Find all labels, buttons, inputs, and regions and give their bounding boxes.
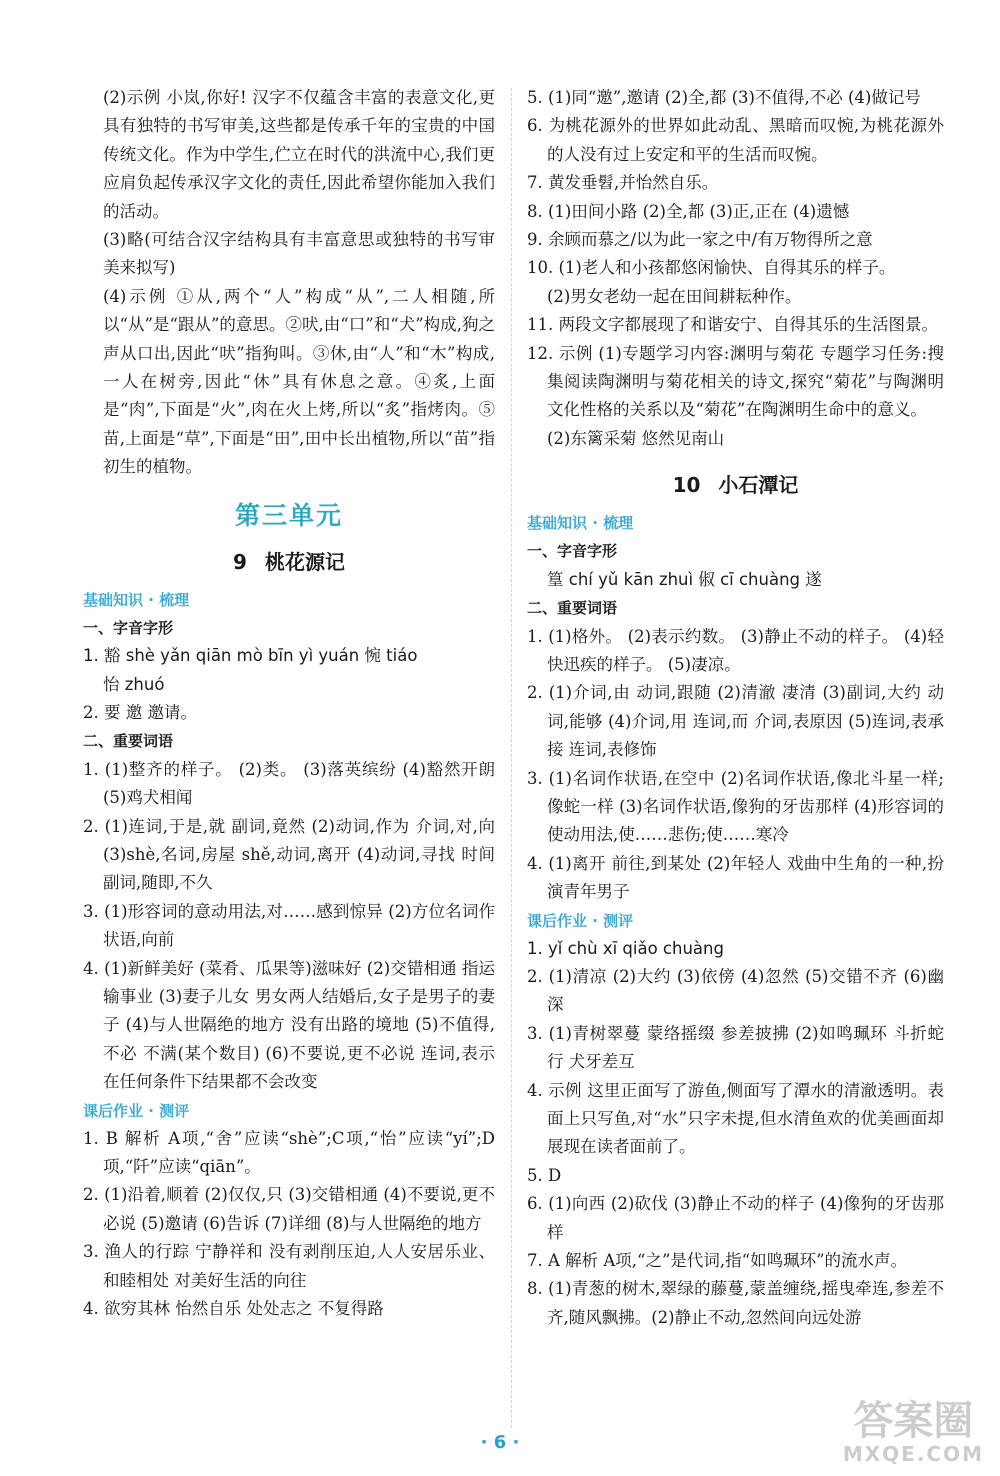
answer-item: 1. (1)整齐的样子。 (2)类。 (3)落英缤纷 (4)豁然开朗 (5)鸡犬相闻 xyxy=(83,759,495,808)
answer-item: 怡 zhuó xyxy=(103,674,165,694)
answer-item: 2. (1)沿着,顺着 (2)仅仅,只 (3)交错相通 (4)不要说,更不必说 (5)邀请 (6)告诉 (7)详细 (8)与人世隔绝的地方 xyxy=(83,1185,495,1233)
section-heading: 基础知识 · 梳理 xyxy=(527,514,634,533)
answer-item: 8. (1)青葱的树木,翠绿的藤蔓,蒙盖缠绕,摇曳牵连,参差不齐,随风飘拂。(2)静止不动,忽然间向远处游 xyxy=(527,1279,944,1327)
answer-item: (2)男女老幼一起在田间耕耘种作。 xyxy=(547,286,802,306)
lesson-name: 小石潭记 xyxy=(718,473,799,498)
answer-item: 6. (1)向西 (2)砍伐 (3)静止不动的样子 (4)像狗的牙齿那样 xyxy=(527,1194,944,1242)
watermark-url: MXQE.COM xyxy=(842,1442,984,1466)
answer-item: 7. 黄发垂髫,并怡然自乐。 xyxy=(527,173,719,193)
answer-item: 3. (1)青树翠蔓 蒙络摇缀 参差披拂 (2)如鸣珮环 斗折蛇行 犬牙差互 xyxy=(527,1023,944,1072)
section-heading: 课后作业 · 测评 xyxy=(527,911,634,930)
answer-item: 3. (1)形容词的意动用法,对……感到惊异 (2)方位名词作状语,向前 xyxy=(83,901,495,950)
lesson-number: 9 xyxy=(233,549,247,574)
answer-item: 1. (1)格外。 (2)表示约数。 (3)静止不动的样子。 (4)轻快迅疾的样子。 (5)凄凉。 xyxy=(527,626,944,674)
answer-item: 7. A 解析 A项,“之”是代词,指“如鸣珮环”的流水声。 xyxy=(527,1251,908,1271)
answer-item: 2. (1)清凉 (2)大约 (3)依傍 (4)忽然 (5)交错不齐 (6)幽深 xyxy=(527,966,944,1015)
lesson-title xyxy=(83,544,495,580)
answer-item: 5. D xyxy=(527,1165,562,1185)
answer-item: 2. 要 邀 邀请。 xyxy=(83,702,197,722)
answer-item: 4. 欲穷其林 怡然自乐 处处志之 不复得路 xyxy=(83,1299,384,1319)
answer-paragraph: (4)示例 ①从,两个“人”构成“从”,二人相随,所以“从”是“跟从”的意思。②吠,由“口”和“犬”构成,狗之声从口出,因此“吠”指狗叫。③休,由“人”和“木”构成,一人在树旁,因此“休”具有休息之意。④炙,上面是“肉”,下面是“火”,肉在火上烤,所以“炙”指烤肉。⑤苗,上面是“草”,下面是“田”,田中长出植物,所以“苗”指初生的植物。 xyxy=(103,286,495,477)
sub-heading: 二、重要词语 xyxy=(527,599,618,618)
answer-paragraph: (2)示例 小岚,你好! 汉字不仅蕴含丰富的表意文化,更具有独特的书写审美,这些都是传承千年的宝贵的中国传统文化。作为中学生,伫立在时代的洪流中心,我们更应肩负起传承汉字文化的责任,因此希望你能加入我们的活动。 xyxy=(103,88,495,221)
answer-paragraph: (3)略(可结合汉字结构具有丰富意思或独特的书写审美来拟写) xyxy=(103,230,495,278)
answer-item: (2)东篱采菊 悠然见南山 xyxy=(547,428,725,448)
answer-item: 1. 豁 shè yǎn qiān mò bīn yì yuán 惋 tiáo xyxy=(83,646,418,666)
answer-item: 9. 余顾而慕之/以为此一家之中/有万物得所之意 xyxy=(527,230,873,250)
answer-item: 篁 chí yǔ kān zhuì 俶 cī chuàng 遂 xyxy=(547,569,822,589)
lesson-title xyxy=(527,467,944,503)
page-number: · 6 · xyxy=(480,1432,520,1453)
answer-item: 6. 为桃花源外的世界如此动乱、黑暗而叹惋,为桃花源外的人没有过上安定和平的生活而叹惋。 xyxy=(527,116,944,164)
watermark xyxy=(843,1400,984,1466)
right-column xyxy=(527,84,944,1332)
answer-item: 1. yǐ chù xī qiǎo chuàng xyxy=(527,938,724,958)
lesson-name: 桃花源记 xyxy=(264,549,345,574)
answer-item: 8. (1)田间小路 (2)全,都 (3)正,正在 (4)遗憾 xyxy=(527,201,850,221)
answer-item: 4. (1)离开 前往,到某处 (2)年轻人 戏曲中生角的一种,扮演青年男子 xyxy=(527,853,944,902)
column-divider xyxy=(511,88,512,1428)
watermark-logo: 答案圈 xyxy=(853,1398,974,1444)
answer-item: 2. (1)介词,由 动词,跟随 (2)清澈 凄清 (3)副词,大约 动词,能够 (4)介词,用 连词,而 介词,表原因 (5)连词,表承接 连词,表修饰 xyxy=(527,683,944,760)
answer-item: 4. (1)新鲜美好 (菜肴、瓜果等)滋味好 (2)交错相通 指运输事业 (3)妻子儿女 男女两人结婚后,女子是男子的妻子 (4)与人世隔绝的地方 没有出路的境地 (5)不值得,不必 不满(某个数目) (6)不要说,更不必说 连词,表示在任何条件下结果都不会改变 xyxy=(83,958,495,1092)
answer-item: 4. 示例 这里正面写了游鱼,侧面写了潭水的清澈透明。表面上只写鱼,对“水”只字未提,但水清鱼欢的优美画面却展现在读者面前了。 xyxy=(527,1080,944,1157)
section-heading: 基础知识 · 梳理 xyxy=(83,590,190,609)
answer-item: 2. (1)连词,于是,就 副词,竟然 (2)动词,作为 介词,对,向 (3)shè,名词,房屋 shě,动词,离开 (4)动词,寻找 时间副词,随即,不久 xyxy=(83,816,495,893)
answer-item: 3. 渔人的行踪 宁静祥和 没有剥削压迫,人人安居乐业、和睦相处 对美好生活的向往 xyxy=(83,1242,495,1290)
unit-title: 第三单元 xyxy=(234,500,343,530)
sub-heading: 一、字音字形 xyxy=(83,618,174,637)
left-column xyxy=(83,84,495,1323)
section-heading: 课后作业 · 测评 xyxy=(83,1101,190,1120)
answer-item: 12. 示例 (1)专题学习内容:渊明与菊花 专题学习任务:搜集阅读陶渊明与菊花相关的诗文,探究“菊花”与陶渊明文化性格的关系以及“菊花”在陶渊明生命中的意义。 xyxy=(527,343,944,420)
sub-heading: 二、重要词语 xyxy=(83,732,174,751)
answer-item: 3. (1)名词作状语,在空中 (2)名词作状语,像北斗星一样;像蛇一样 (3)名词作状语,像狗的牙齿那样 (4)形容词的使动用法,使……悲伤;使……寒冷 xyxy=(527,768,944,845)
answer-item: 10. (1)老人和小孩都悠闲愉快、自得其乐的样子。 xyxy=(527,258,896,278)
answer-item: 1. B 解析 A项,“舍”应读“shè”;C项,“怡”应读“yí”;D项,“阡”应读“qiān”。 xyxy=(83,1128,495,1176)
answer-item: 5. (1)同“邀”,邀请 (2)全,都 (3)不值得,不必 (4)做记号 xyxy=(527,88,921,107)
sub-heading: 一、字音字形 xyxy=(527,542,618,561)
lesson-number: 10 xyxy=(672,473,701,498)
answer-item: 11. 两段文字都展现了和谐安宁、自得其乐的生活图景。 xyxy=(527,315,938,335)
